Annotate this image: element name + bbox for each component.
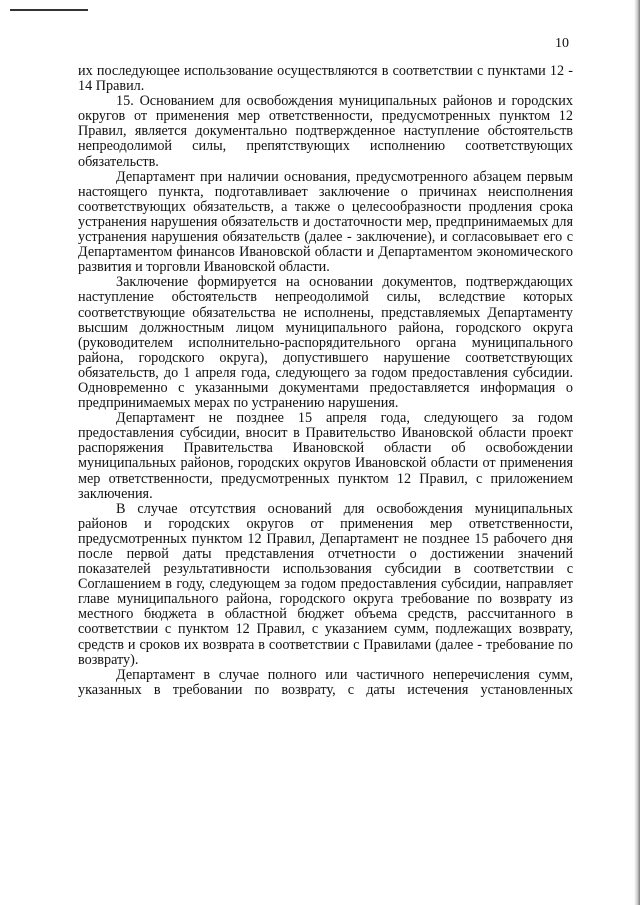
scan-page-edge (634, 0, 640, 905)
paragraph-refund-demand: В случае отсутствия оснований для освобождения муниципальных районов и городских округов от применения мер ответственности, предусмотренных пунктом 12 Правил, Департамент не позднее 15 рабочего дня после первой даты представления отчетности о достижении значений показателей результативности использования субсидии в соответствии с Соглашением в году, следующем за годом предоставления субсидии, направляет главе муниципального района, городского округа требование по возврату из местного бюджета в областной бюджет объема средств, рассчитанного в соответствии с пунктом 12 Правил, с указанием сумм, подлежащих возврату, средств и сроков их возврата в соответствии с Правилами (далее - требование по возврату). (78, 500, 573, 668)
paragraph-item-15: 15. Основанием для освобождения муниципальных районов и городских округов от применения мер ответственности, предусмотренных пунктом 12 Правил, является документально подтвержденное наступление обстоятельств непреодолимой силы, препятствующих исполнению соответствующих обязательств. (78, 93, 573, 170)
paragraph-draft-order: Департамент не позднее 15 апреля года, следующего за годом предоставления субсидии, вносит в Правительство Ивановской области проект распоряжения Правительства Ивановской области об освобождении муниципальных районов, городских округов Ивановской области от применения мер ответственности, предусмотренных пунктом 12 Правил, с приложением заключения. (78, 410, 573, 502)
page-number: 10 (555, 36, 569, 51)
paragraph-conclusion-basis: Заключение формируется на основании документов, подтверждающих наступление обстоятельств непреодолимой силы, вследствие которых соответствующие обязательства не исполнены, представляемых Департаменту высшим должностным лицом муниципального района, городского округа (руководителем исполнительно-распорядительного органа муниципального района, городского округа), допустившего нарушение соответствующих обязательств, до 1 апреля года, следующего за годом предоставления субсидии. Одновременно с указанными документами предоставляется информация о предпринимаемых мерах по устранению нарушения. (78, 274, 573, 412)
scan-artifact-line (10, 9, 88, 11)
paragraph-non-transfer: Департамент в случае полного или частичного неперечисления сумм, указанных в требовании по возврату, с даты истечения установленных (78, 666, 573, 698)
document-body (78, 64, 573, 698)
paragraph-conclusion-preparation: Департамент при наличии основания, предусмотренного абзацем первым настоящего пункта, подготавливает заключение о причинах неисполнения соответствующих обязательств, а также о целесообразности продления срока устранения нарушения обязательств и достаточности мер, предпринимаемых для устранения нарушения обязательств (далее - заключение), и согласовывает его с Департаментом финансов Ивановской области и Департаментом экономического развития и торговли Ивановской области. (78, 168, 573, 276)
paragraph-continuation: их последующее использование осуществляются в соответствии с пунктами 12 - 14 Правил. (78, 63, 573, 95)
